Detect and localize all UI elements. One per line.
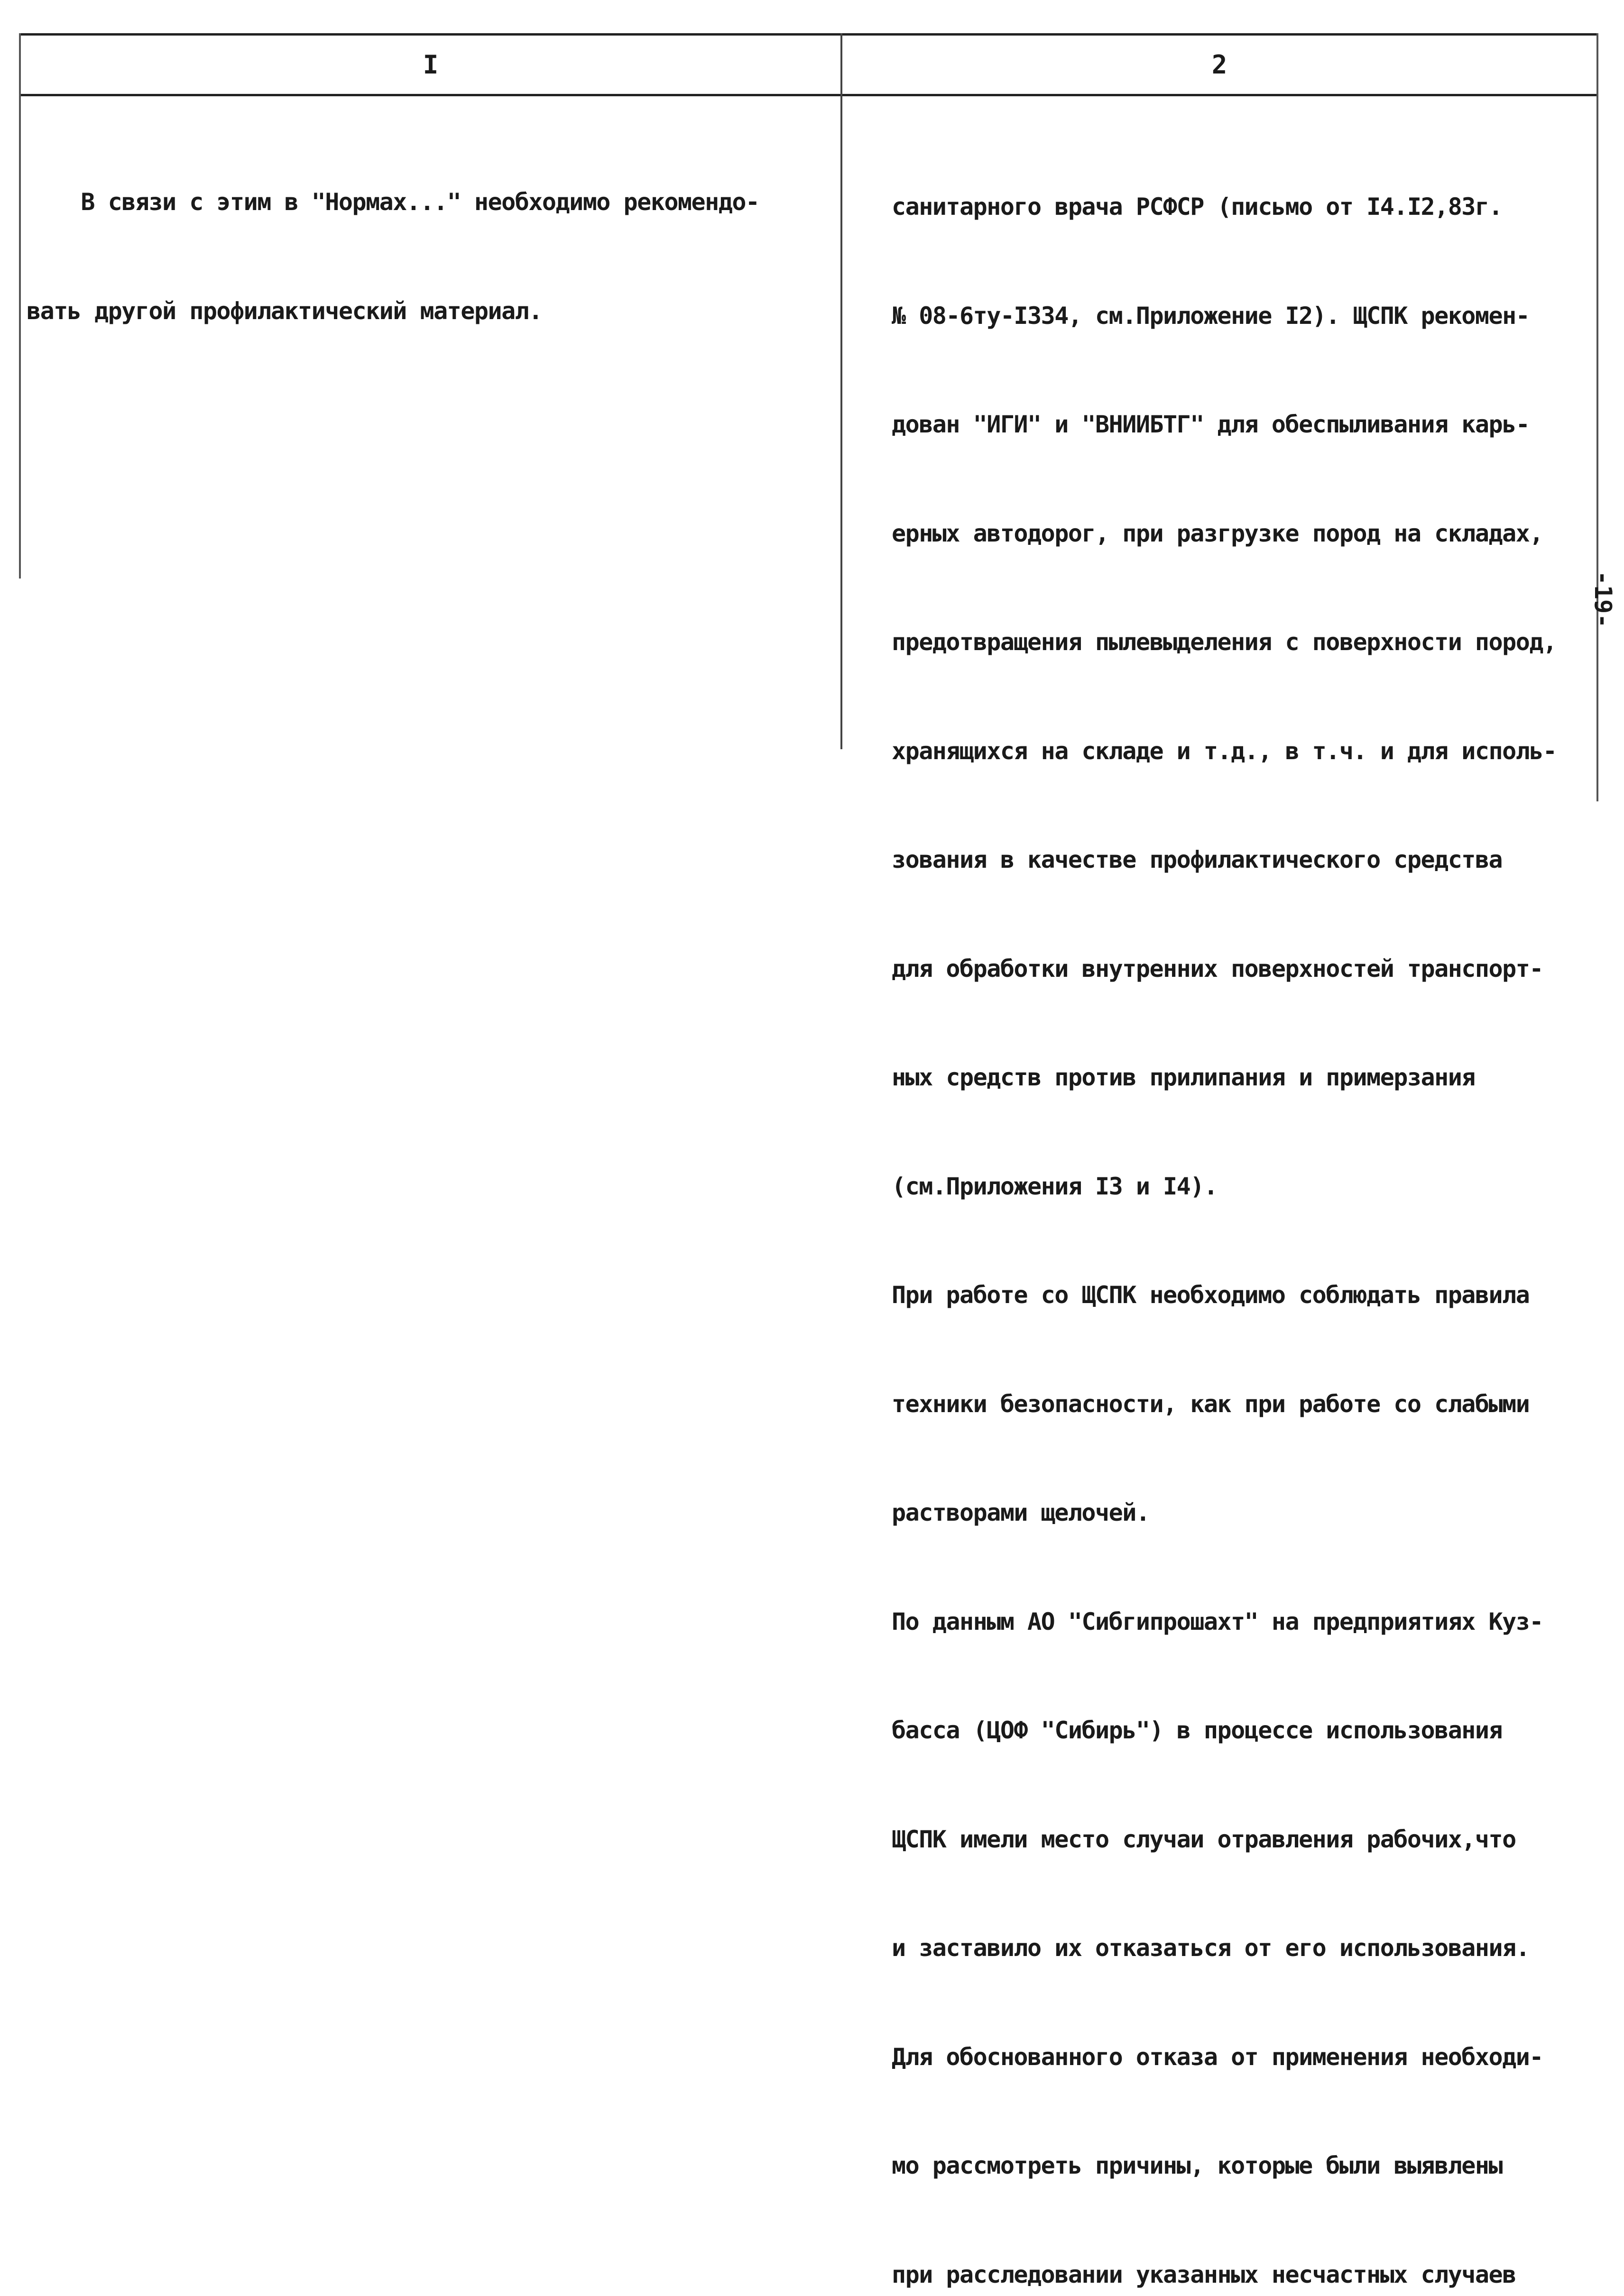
table-left-border: [19, 33, 21, 579]
column-2-line: № 08-6ту-I334, см.Приложение I2). ЩСПК рекомен-: [892, 302, 1530, 330]
table-column-divider: [840, 33, 842, 749]
column-1-text: [27, 111, 759, 402]
column-2-line: (см.Приложения I3 и I4).: [892, 1172, 1218, 1200]
column-2-text: [892, 116, 1557, 2296]
table-right-border: [1596, 33, 1598, 801]
page-number: -19-: [1589, 570, 1617, 628]
column-2-line: техники безопасности, как при работе со слабыми: [892, 1390, 1530, 1418]
column-2-line: мо рассмотреть причины, которые были выявлены: [892, 2152, 1503, 2179]
column-2-header: 2: [1211, 50, 1227, 80]
column-2-line: ных средств против прилипания и примерзания: [892, 1064, 1475, 1091]
column-2-line: дован "ИГИ" и "ВНИИБТГ" для обеспыливания карь-: [892, 411, 1530, 438]
column-2-line: предотвращения пылевыделения с поверхности пород,: [892, 628, 1557, 656]
column-2-line: При работе со ЩСПК необходимо соблюдать правила: [892, 1281, 1530, 1309]
column-1-header: I: [423, 50, 439, 80]
column-2-line: санитарного врача РСФСР (письмо от I4.I2,83г.: [892, 193, 1503, 220]
column-2-line: зования в качестве профилактического средства: [892, 846, 1503, 873]
table-header-divider: [19, 94, 1598, 96]
column-2-line: По данным АО "Сибгипрошахт" на предприятиях Куз-: [892, 1607, 1543, 1635]
column-2-line: при расследовании указанных несчастных случаев: [892, 2260, 1516, 2288]
column-2-line: для обработки внутренних поверхностей транспорт-: [892, 955, 1543, 983]
column-2-line: и заставило их отказаться от его использования.: [892, 1934, 1530, 1962]
column-1-line: вать другой профилактический материал.: [27, 297, 542, 325]
column-2-line: басса (ЦОФ "Сибирь") в процессе использования: [892, 1717, 1503, 1744]
column-1-line: В связи с этим в "Нормах..." необходимо рекомендо-: [27, 188, 759, 216]
column-2-line: Для обоснованного отказа от применения необходи-: [892, 2043, 1543, 2071]
column-2-line: ерных автодорог, при разгрузке пород на складах,: [892, 519, 1543, 547]
column-2-line: хранящихся на складе и т.д., в т.ч. и для исполь-: [892, 737, 1557, 765]
table-top-border: [19, 33, 1598, 36]
column-2-line: растворами щелочей.: [892, 1499, 1150, 1526]
column-2-line: ЩСПК имели место случаи отравления рабочих,что: [892, 1825, 1516, 1853]
